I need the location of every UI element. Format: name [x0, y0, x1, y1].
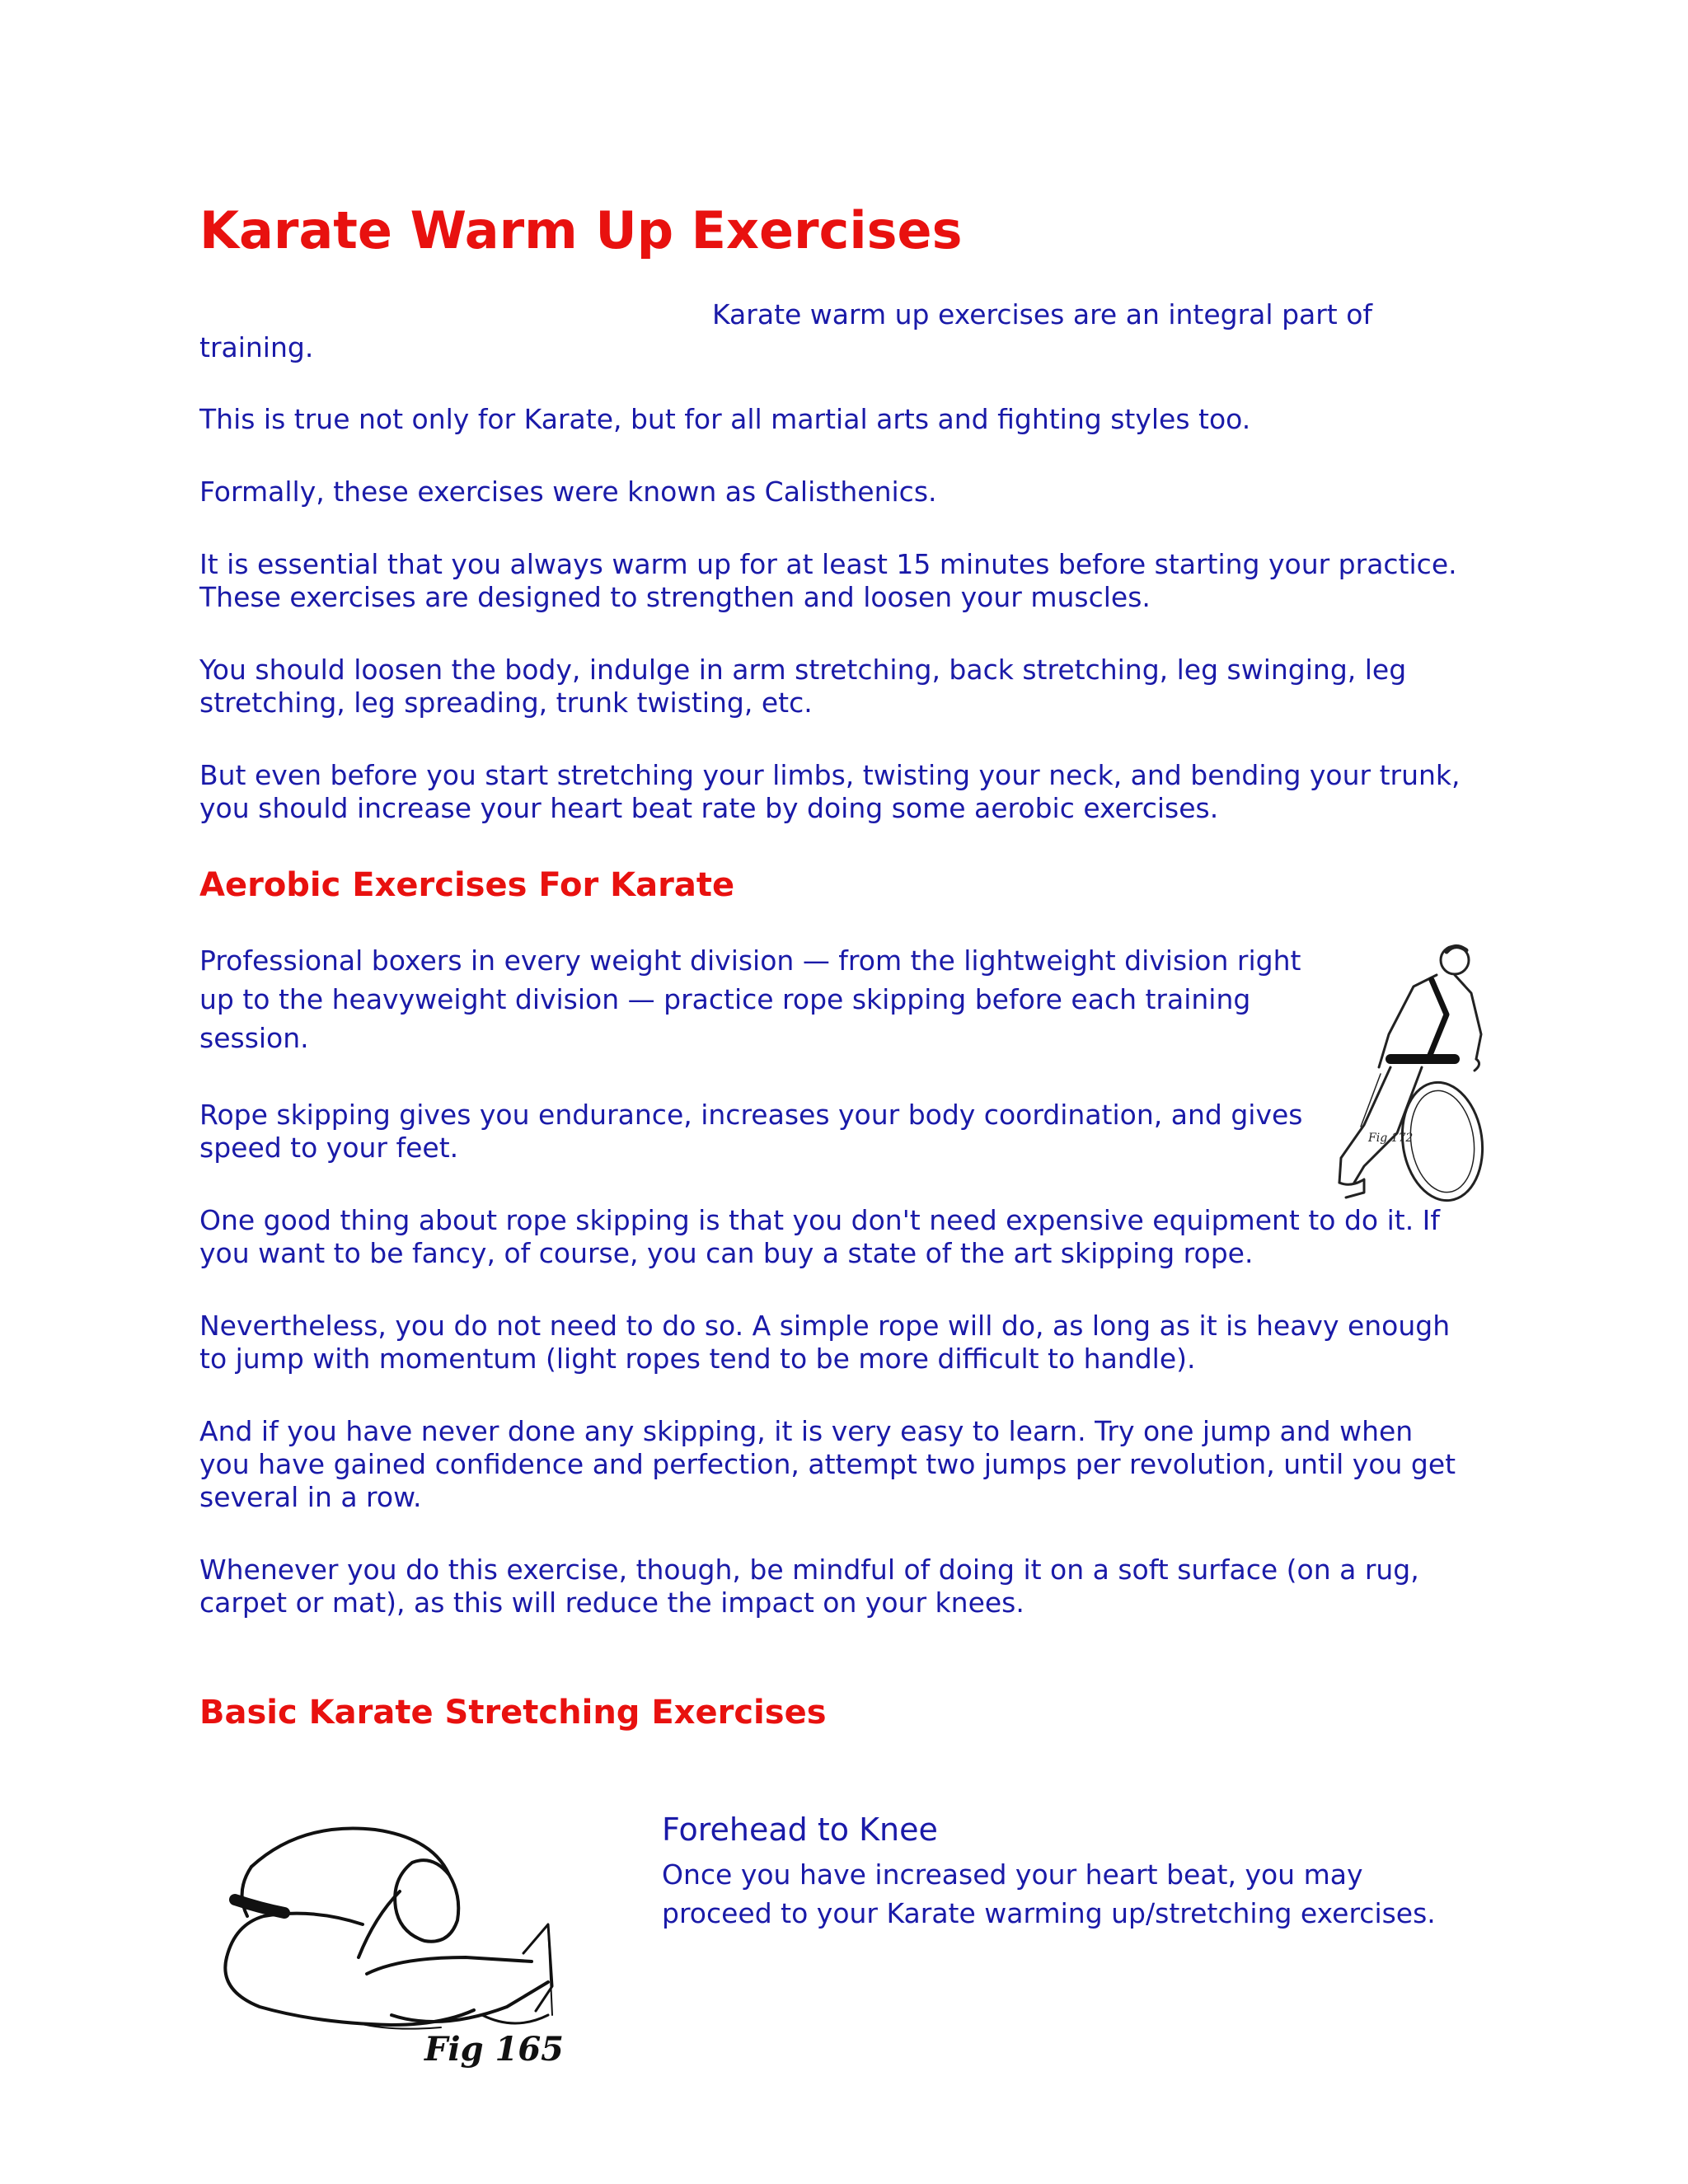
- paragraph: speed to your feet.: [199, 1132, 459, 1164]
- paragraph: One good thing about rope skipping is that you don't need expensive equipment to do it. If: [199, 1204, 1441, 1236]
- paragraph: But even before you start stretching your limbs, twisting your neck, and bending your trunk,: [199, 759, 1461, 791]
- paragraph: carpet or mat), as this will reduce the impact on your knees.: [199, 1586, 1025, 1619]
- section-heading-aerobic: Aerobic Exercises For Karate: [199, 866, 735, 904]
- paragraph: you have gained confidence and perfection, attempt two jumps per revolution, until you get: [199, 1448, 1456, 1480]
- paragraph: Professional boxers in every weight division — from the lightweight division right: [199, 944, 1301, 977]
- paragraph: up to the heavyweight division — practice rope skipping before each training: [199, 983, 1251, 1015]
- paragraph: And if you have never done any skipping, it is very easy to learn. Try one jump and when: [199, 1415, 1414, 1447]
- paragraph: Rope skipping gives you endurance, increases your body coordination, and gives: [199, 1099, 1303, 1131]
- paragraph: several in a row.: [199, 1481, 422, 1513]
- paragraph: session.: [199, 1022, 309, 1054]
- paragraph: proceed to your Karate warming up/stretching exercises.: [662, 1897, 1436, 1929]
- paragraph: This is true not only for Karate, but for all martial arts and fighting styles too.: [199, 403, 1251, 435]
- figure-caption-165: Fig 165: [424, 2030, 564, 2069]
- paragraph: you should increase your heart beat rate by doing some aerobic exercises.: [199, 792, 1219, 824]
- intro-line: Karate warm up exercises are an integral part of: [712, 298, 1373, 330]
- paragraph: Formally, these exercises were known as Calisthenics.: [199, 476, 937, 508]
- intro-line: training.: [199, 331, 314, 363]
- paragraph: It is essential that you always warm up for at least 15 minutes before starting your practice.: [199, 548, 1457, 580]
- paragraph: to jump with momentum (light ropes tend to be more difficult to handle).: [199, 1343, 1196, 1375]
- figure-caption-172: Fig 172: [1368, 1132, 1414, 1145]
- paragraph: Nevertheless, you do not need to do so. A simple rope will do, as long as it is heavy enough: [199, 1310, 1451, 1342]
- paragraph: stretching, leg spreading, trunk twisting, etc.: [199, 687, 813, 719]
- section-heading-stretching: Basic Karate Stretching Exercises: [199, 1694, 827, 1732]
- paragraph: These exercises are designed to strengthen and loosen your muscles.: [199, 581, 1151, 613]
- karateka-sitting-on-ball-illustration: [1331, 935, 1496, 1207]
- paragraph: you want to be fancy, of course, you can buy a state of the art skipping rope.: [199, 1237, 1254, 1269]
- paragraph: You should loosen the body, indulge in arm stretching, back stretching, leg swinging, leg: [199, 654, 1407, 686]
- paragraph: Whenever you do this exercise, though, be mindful of doing it on a soft surface (on a rug,: [199, 1554, 1419, 1586]
- page-title: Karate Warm Up Exercises: [199, 200, 963, 260]
- paragraph: Once you have increased your heart beat, you may: [662, 1858, 1363, 1891]
- forehead-to-knee-stretch-illustration: [202, 1809, 663, 2089]
- exercise-subheading: Forehead to Knee: [662, 1811, 938, 1848]
